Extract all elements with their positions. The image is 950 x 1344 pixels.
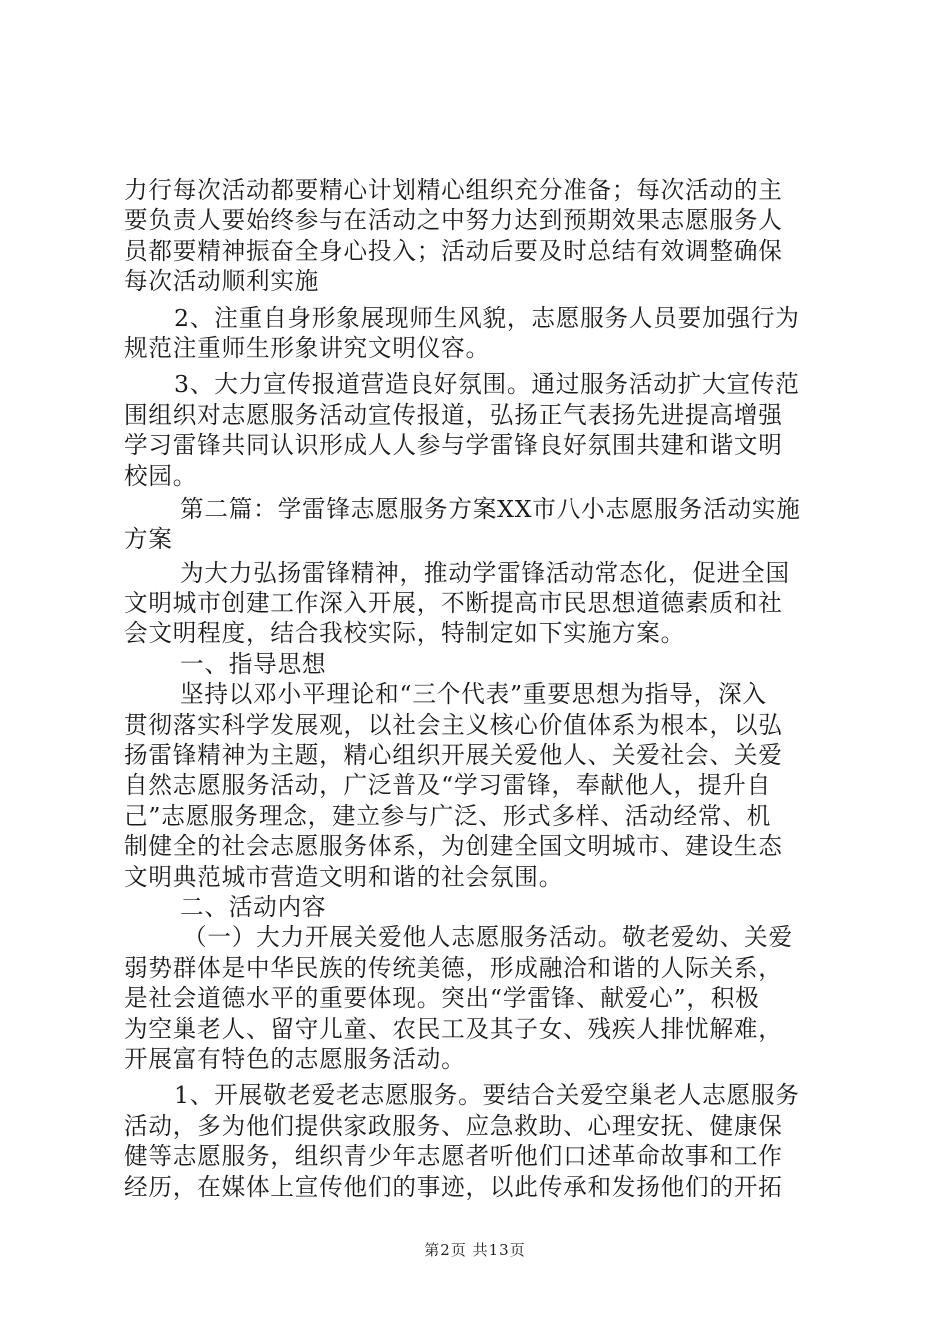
- paragraph-first-line: 为大力弘扬雷锋精神，推动学雷锋活动常态化，促进全国: [180, 558, 790, 587]
- text-line: 力行每次活动都要精心计划精心组织充分准备；每次活动的主: [124, 176, 783, 204]
- paragraph-first-line: 1、开展敬老爱老志愿服务。要结合关爱空巢老人志愿服务: [174, 1081, 800, 1110]
- text-line: 制健全的社会志愿服务体系，为创建全国文明城市、建设生态: [124, 832, 783, 861]
- text-line: 文明城市创建工作深入开展，不断提高市民思想道德素质和社: [124, 589, 783, 618]
- text-line: 员都要精神振奋全身心投入；活动后要及时总结有效调整确保: [124, 236, 783, 265]
- text-line: 校园。: [124, 461, 198, 490]
- text-line: 会文明程度，结合我校实际，特制定如下实施方案。: [124, 619, 686, 648]
- subheading-activity-content: 二、活动内容: [180, 892, 327, 921]
- text-line: 经历，在媒体上宣传他们的事迹，以此传承和发扬他们的开拓: [124, 1172, 783, 1201]
- paragraph-first-line: 3、大力宣传报道营造良好氛围。通过服务活动扩大宣传范: [174, 370, 800, 399]
- text-line: 规范注重师生形象讲究文明仪容。: [124, 333, 490, 362]
- subheading-guiding-thought: 一、指导思想: [180, 649, 327, 678]
- document-body: [124, 175, 830, 1202]
- text-line: 己”志愿服务理念，建立参与广泛、形式多样、活动经常、机: [124, 801, 772, 830]
- text-line: 围组织对志愿服务活动宣传报道，弘扬正气表扬先进提高增强: [124, 400, 783, 429]
- paragraph-first-line: （一）大力开展关爱他人志愿服务活动。敬老爱幼、关爱: [183, 923, 793, 952]
- section-heading-continued: 方案: [124, 525, 173, 554]
- text-line: 扬雷锋精神为主题，精心组织开展关爱他人、关爱社会、关爱: [124, 741, 783, 770]
- text-line: 文明典范城市营造文明和谐的社会氛围。: [124, 862, 564, 891]
- text-line: 要负责人要始终参与在活动之中努力达到预期效果志愿服务人: [124, 206, 783, 235]
- text-line: 学习雷锋共同认识形成人人参与学雷锋良好氛围共建和谐文明: [124, 431, 783, 460]
- text-line: 每次活动顺利实施: [124, 267, 320, 296]
- text-line: 为空巢老人、留守儿童、农民工及其子女、残疾人排忧解难，: [124, 1014, 783, 1043]
- text-line: 开展富有特色的志愿服务活动。: [124, 1044, 466, 1073]
- paragraph-first-line: 2、注重自身形象展现师生风貌，志愿服务人员要加强行为: [174, 303, 800, 332]
- text-line: 弱势群体是中华民族的传统美德，形成融洽和谐的人际关系，: [124, 953, 783, 982]
- text-line: 贯彻落实科学发展观，以社会主义核心价值体系为根本，以弘: [124, 710, 783, 739]
- text-line: 健等志愿服务，组织青少年志愿者听他们口述革命故事和工作: [124, 1142, 783, 1171]
- text-line: 是社会道德水平的重要体现。突出“学雷锋、献爱心”，积极: [124, 984, 760, 1013]
- page-number-footer: 第2页 共13页: [424, 1241, 526, 1259]
- text-line: 自然志愿服务活动，广泛普及“学习雷锋，奉献他人，提升自: [124, 771, 772, 800]
- paragraph-first-line: 坚持以邓小平理论和“三个代表”重要思想为指导，深入: [180, 680, 767, 709]
- text-line: 活动，多为他们提供家政服务、应急救助、心理安抚、健康保: [124, 1111, 783, 1140]
- section-heading: 第二篇：学雷锋志愿服务方案XX市八小志愿服务活动实施: [180, 494, 801, 523]
